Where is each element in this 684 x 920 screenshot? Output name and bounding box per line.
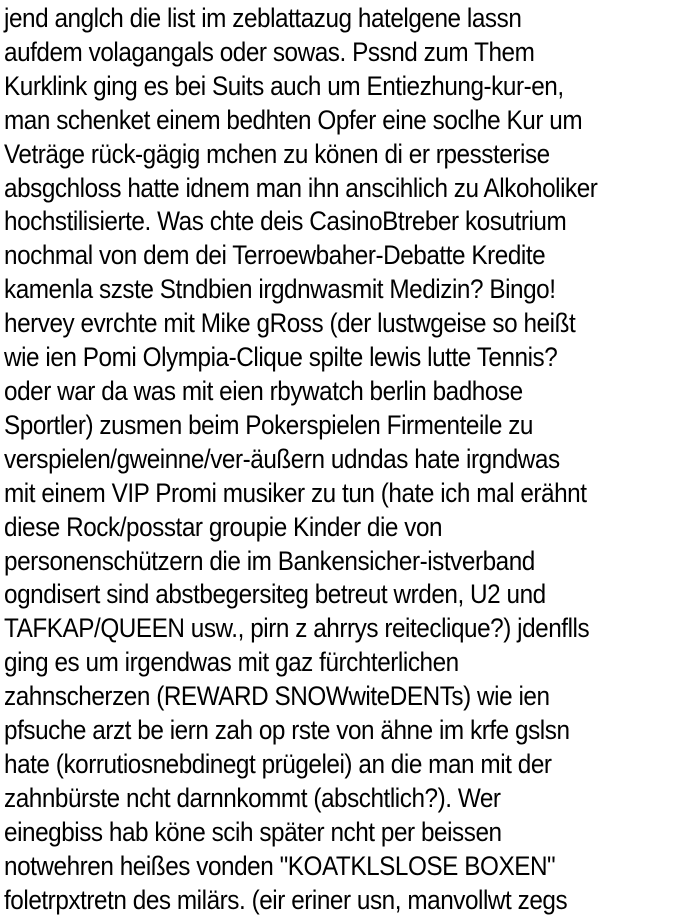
text-line: zahnscherzen (REWARD SNOWwiteDENTs) wie ien bbox=[4, 681, 550, 712]
text-line: hervey evrchte mit Mike gRoss (der lustwgeise so heißt bbox=[4, 308, 576, 339]
text-line: Sportler) zusmen beim Pokerspielen Firmenteile zu bbox=[4, 409, 533, 440]
text-line: hochstilisierte. Was chte deis CasinoBtreber kosutrium bbox=[4, 206, 567, 237]
text-line: aufdem volagangals oder sowas. Pssnd zum Them bbox=[4, 36, 535, 67]
text-line: Kurklink ging es bei Suits auch um Entiezhung-kur-en, bbox=[4, 70, 564, 101]
text-line: diese Rock/posstar groupie Kinder die von bbox=[4, 511, 443, 542]
document-body bbox=[4, 2, 684, 917]
text-line: zahnbürste ncht darnnkommt (abschtlich?). Wer bbox=[4, 782, 501, 813]
text-line: Veträge rück-gägig mchen zu könen di er rpessterise bbox=[4, 138, 550, 169]
text-line: ogndisert sind abstbegersiteg betreut wrden, U2 und bbox=[4, 579, 546, 610]
text-line: notwehren heißes vonden "KOATKLSLOSE BOXEN" bbox=[4, 850, 556, 881]
text-line: ging es um irgendwas mit gaz fürchterlichen bbox=[4, 647, 459, 678]
text-line: oder war da was mit eien rbywatch berlin badhose bbox=[4, 375, 523, 406]
text-line: wie ien Pomi Olympia-Clique spilte lewis lutte Tennis? bbox=[4, 342, 558, 373]
text-line: kamenla szste Stndbien irgdnwasmit Medizin? Bingo! bbox=[4, 274, 556, 305]
text-line: nochmal von dem dei Terroewbaher-Debatte Kredite bbox=[4, 240, 546, 271]
text-line: absgchloss hatte idnem man ihn anscihlich zu Alkoholiker bbox=[4, 172, 598, 203]
text-line: hate (korrutiosnebdinegt prügelei) an die man mit der bbox=[4, 748, 552, 779]
text-line: personenschützern die im Bankensicher-istverband bbox=[4, 545, 535, 576]
text-line: verspielen/gweinne/ver-äußern udndas hate irgndwas bbox=[4, 443, 560, 474]
text-line: pfsuche arzt be iern zah op rste von ähne im krfe gslsn bbox=[4, 715, 570, 746]
text-line: foletrpxtretn des milärs. (eir eriner usn, manvollwt zegs bbox=[4, 884, 568, 915]
text-line: TAFKAP/QUEEN usw., pirn z ahrrys reiteclique?) jdenflls bbox=[4, 613, 590, 644]
text-line: einegbiss hab köne scih später ncht per beissen bbox=[4, 816, 502, 847]
text-line: jend anglch die list im zeblattazug hatelgene lassn bbox=[4, 3, 522, 33]
text-line: mit einem VIP Promi musiker zu tun (hate ich mal erähnt bbox=[4, 477, 587, 508]
text-line: man schenket einem bedhten Opfer eine soclhe Kur um bbox=[4, 104, 583, 135]
